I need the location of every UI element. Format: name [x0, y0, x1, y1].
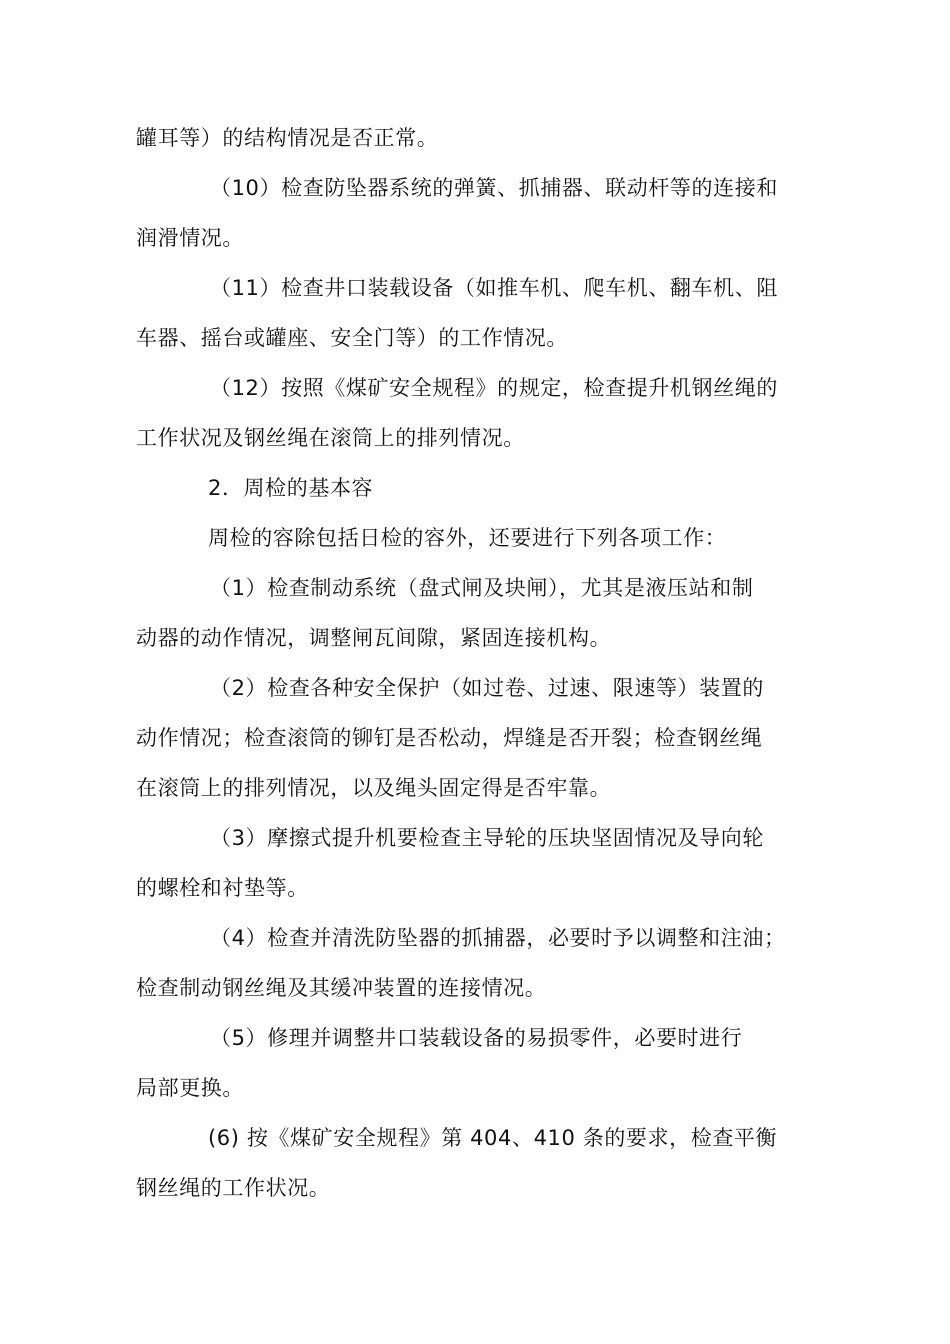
text-line: 动器的动作情况，调整闸瓦间隙，紧固连接机构。	[136, 626, 612, 650]
text-line: 动作情况；检查滚筒的铆钉是否松动，焊缝是否开裂；检查钢丝绳	[136, 726, 763, 750]
text-line: 车器、摇台或罐座、安全门等）的工作情况。	[136, 326, 568, 350]
text-line: （2）检查各种安全保护（如过卷、过速、限速等）装置的	[210, 676, 764, 700]
text-line: 罐耳等）的结构情况是否正常。	[136, 126, 439, 150]
text-line: 润滑情况。	[136, 226, 244, 250]
text-line: （5）修理并调整井口装载设备的易损零件，必要时进行	[210, 1026, 743, 1050]
text-line: 的螺栓和衬垫等。	[136, 876, 309, 900]
text-line: （12）按照《煤矿安全规程》的规定，检查提升机钢丝绳的	[210, 376, 778, 400]
text-line: 在滚筒上的排列情况，以及绳头固定得是否牢靠。	[136, 776, 612, 800]
section-heading: 2．周检的基本容	[208, 476, 374, 500]
text-line: （4）检查并清洗防坠器的抓捕器，必要时予以调整和注油；	[210, 926, 786, 950]
text-line: (6) 按《煤矿安全规程》第 404、410 条的要求，检查平衡	[208, 1126, 778, 1150]
text-line: （11）检查井口装载设备（如推车机、爬车机、翻车机、阻	[210, 276, 778, 300]
text-line: （3）摩擦式提升机要检查主导轮的压块坚固情况及导向轮	[210, 826, 764, 850]
text-line: 周检的容除包括日检的容外，还要进行下列各项工作：	[208, 526, 727, 550]
text-line: 局部更换。	[136, 1076, 244, 1100]
text-line: 工作状况及钢丝绳在滚筒上的排列情况。	[136, 426, 525, 450]
text-line: 检查制动钢丝绳及其缓冲装置的连接情况。	[136, 976, 547, 1000]
text-line: （1）检查制动系统（盘式闸及块闸），尤其是液压站和制	[210, 576, 754, 600]
text-line: （10）检查防坠器系统的弹簧、抓捕器、联动杆等的连接和	[210, 176, 778, 200]
text-line: 钢丝绳的工作状况。	[136, 1176, 331, 1200]
